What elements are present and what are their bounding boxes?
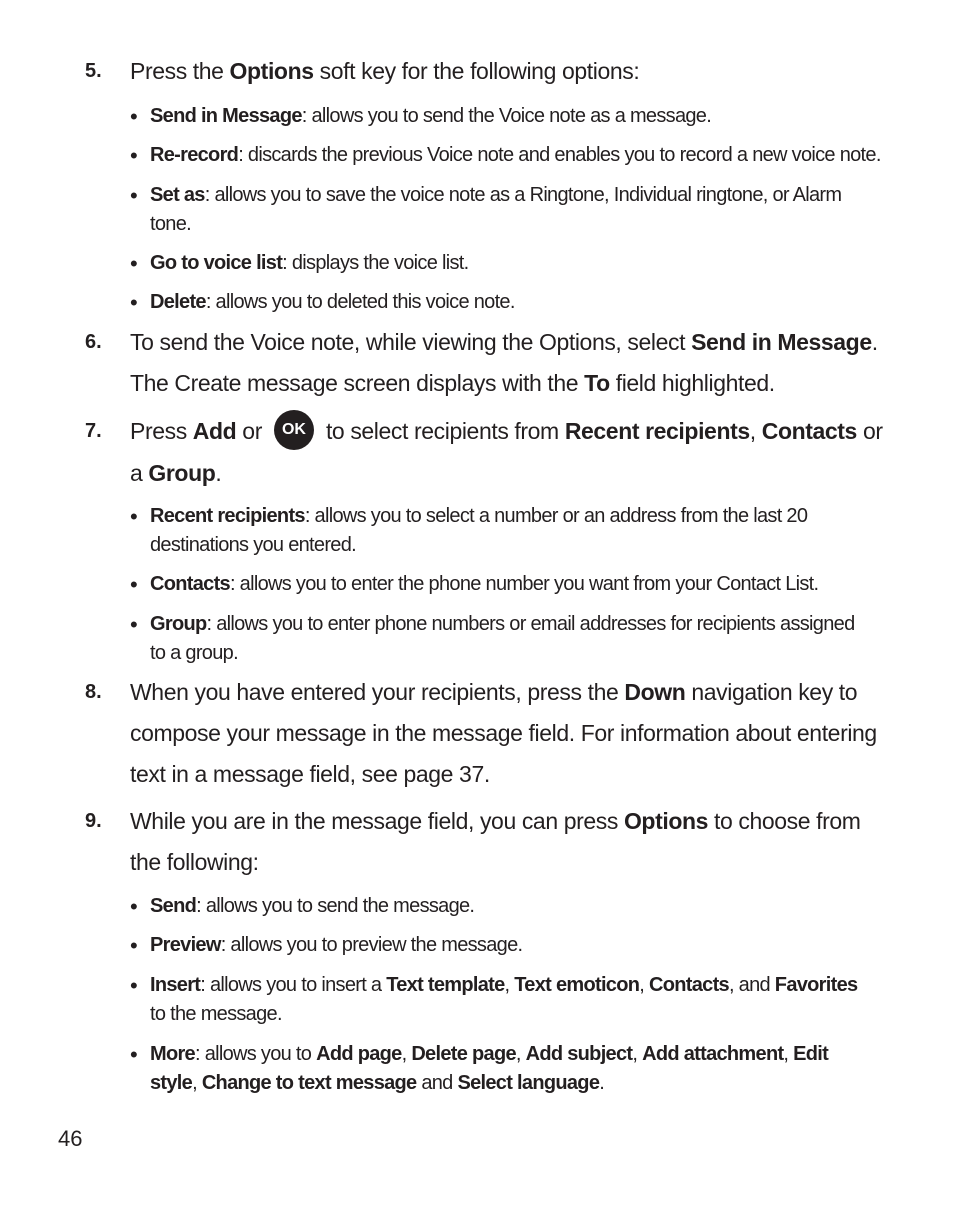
- step-number: 8.: [85, 681, 102, 703]
- page-number: 46: [58, 1126, 83, 1151]
- step-text: To send the Voice note, while viewing the Options, select Send in Message. The Create message screen displays with the To field highlighted.: [130, 329, 878, 396]
- step-text: Press the Options soft key for the following options:: [130, 58, 640, 84]
- ok-key-icon: OK: [274, 410, 314, 450]
- bullet-dot: •: [130, 143, 138, 168]
- step-number: 6.: [85, 331, 102, 353]
- step-number: 5.: [85, 60, 102, 82]
- step-text: When you have entered your recipients, press the Down navigation key to compose your message in the message field. For information about entering text in a message field, see page 37.: [130, 679, 877, 787]
- step-number: 7.: [85, 420, 102, 442]
- bullet-dot: •: [130, 504, 138, 529]
- step-text: While you are in the message field, you can press Options to choose from the following:: [130, 808, 861, 875]
- bullet-dot: •: [130, 251, 138, 276]
- bullet-dot: •: [130, 183, 138, 208]
- step-text: Press Add or OK to select recipients from Recent recipients, Contacts or a Group.: [130, 411, 890, 494]
- bullet-dot: •: [130, 973, 138, 998]
- bullet-dot: •: [130, 572, 138, 597]
- bullet-dot: •: [130, 1042, 138, 1067]
- bullet-dot: •: [130, 612, 138, 637]
- bullet-dot: •: [130, 290, 138, 315]
- bullet-dot: •: [130, 104, 138, 129]
- bullet-dot: •: [130, 894, 138, 919]
- bullet-dot: •: [130, 933, 138, 958]
- step-number: 9.: [85, 810, 102, 832]
